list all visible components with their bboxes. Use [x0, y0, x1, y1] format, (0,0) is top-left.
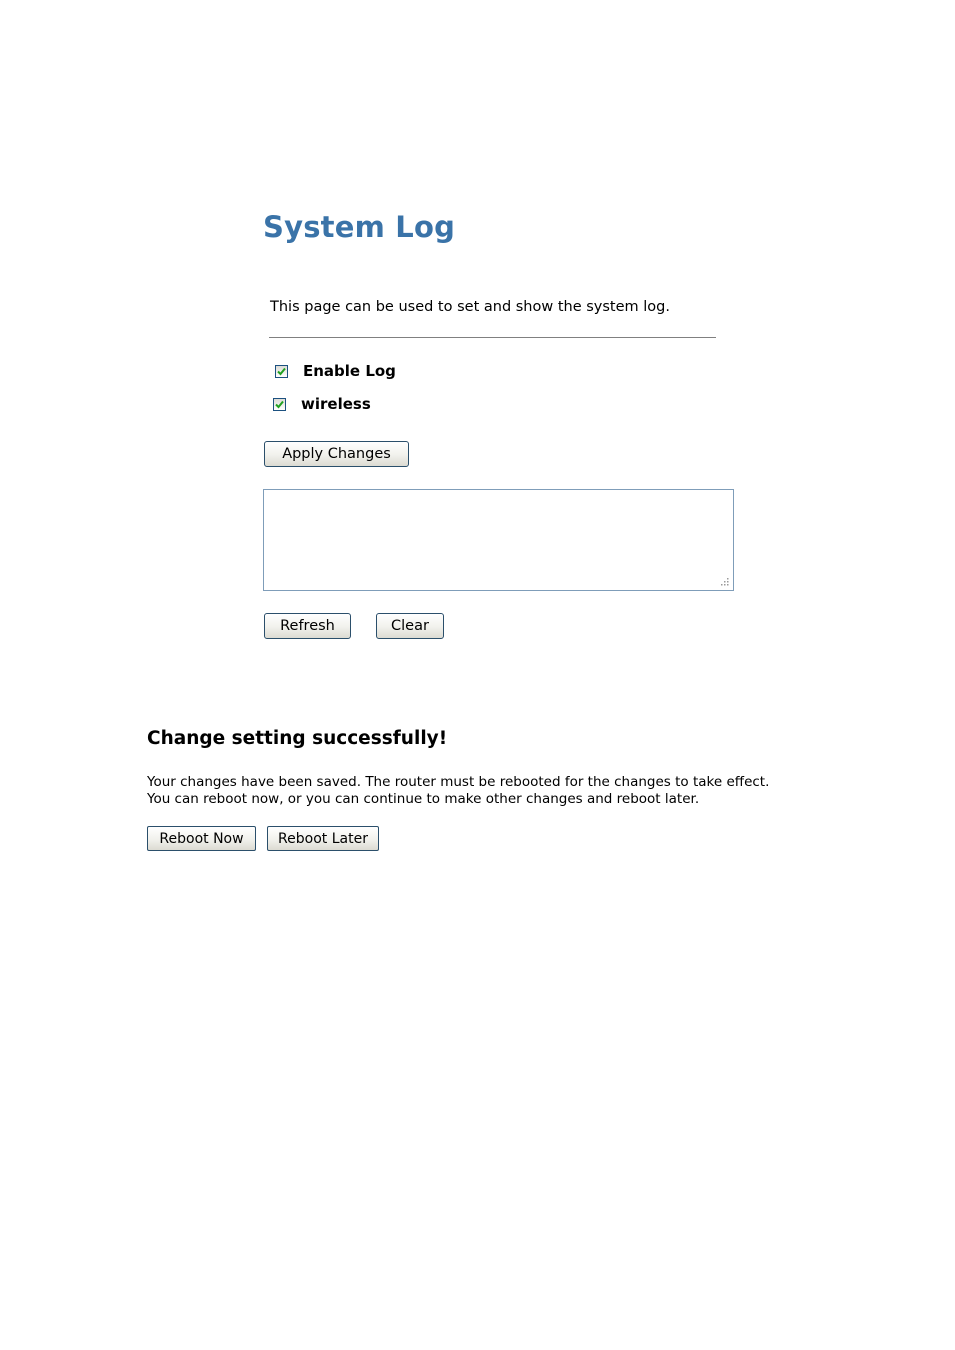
page-description: This page can be used to set and show the system log.: [270, 299, 670, 315]
wireless-checkbox[interactable]: [273, 398, 286, 411]
enable-log-checkbox[interactable]: [275, 365, 288, 378]
success-heading: Change setting successfully!: [147, 728, 448, 749]
enable-log-label: Enable Log: [303, 362, 396, 380]
log-textarea[interactable]: [263, 489, 734, 591]
apply-changes-button[interactable]: Apply Changes: [264, 441, 409, 467]
wireless-option[interactable]: [273, 395, 371, 413]
enable-log-option[interactable]: [275, 362, 396, 380]
clear-button[interactable]: Clear: [376, 613, 444, 639]
checkmark-icon: [276, 366, 287, 377]
page-title: System Log: [263, 210, 456, 244]
reboot-now-button[interactable]: Reboot Now: [147, 826, 256, 851]
checkmark-icon: [274, 399, 285, 410]
success-message-line1: Your changes have been saved. The router must be rebooted for the changes to take effect.: [147, 774, 770, 790]
success-message-line2: You can reboot now, or you can continue to make other changes and reboot later.: [147, 791, 700, 807]
wireless-label: wireless: [301, 395, 371, 413]
reboot-later-button[interactable]: Reboot Later: [267, 826, 379, 851]
resize-grip-icon[interactable]: [719, 576, 729, 586]
refresh-button[interactable]: Refresh: [264, 613, 351, 639]
divider: [269, 337, 716, 338]
